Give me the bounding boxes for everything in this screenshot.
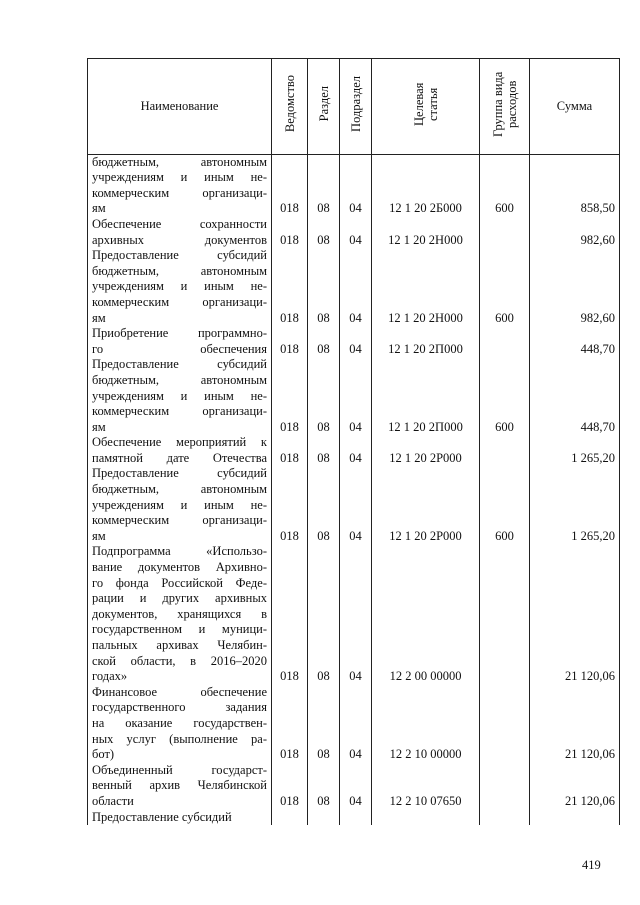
gruppa-cell [480,810,530,826]
vedomstvo-cell: 018 [272,544,308,684]
header-gruppa: Группа вида расходов [480,59,530,155]
statya-cell [372,810,480,826]
name-cell: Обеспечение мероприятий к памятной дате Отечества [88,435,272,466]
table-row [88,544,620,684]
vedomstvo-cell [272,810,308,826]
name-cell: бюджетным, автономным учреждениям и иным не- коммерческим организаци- ям [88,154,272,217]
vedomstvo-cell: 018 [272,154,308,217]
name-cell: Финансовое обеспечение государственного задания на оказание государствен- ных услуг (выполнение ра- бот) [88,685,272,763]
razdel-cell: 08 [308,685,340,763]
table-header-row [88,59,620,155]
razdel-cell: 08 [308,326,340,357]
name-cell: Обеспечение сохранности архивных документов [88,217,272,248]
podrazdel-cell: 04 [340,217,372,248]
razdel-cell: 08 [308,154,340,217]
gruppa-cell: 600 [480,466,530,544]
vedomstvo-cell: 018 [272,435,308,466]
statya-cell: 12 1 20 2П000 [372,357,480,435]
name-cell: Объединенный государст- венный архив Челябинской области [88,763,272,810]
summa-cell: 1 265,20 [530,435,620,466]
vedomstvo-cell: 018 [272,217,308,248]
gruppa-cell [480,326,530,357]
vedomstvo-cell: 018 [272,763,308,810]
name-cell: Предоставление субсидий бюджетным, автономным учреждениям и иным не- коммерческим организаци- ям [88,248,272,326]
gruppa-cell [480,217,530,248]
statya-cell: 12 2 10 00000 [372,685,480,763]
summa-cell: 982,60 [530,217,620,248]
vedomstvo-cell: 018 [272,357,308,435]
gruppa-cell: 600 [480,154,530,217]
gruppa-cell [480,435,530,466]
razdel-cell: 08 [308,763,340,810]
page-number: 419 [582,858,601,872]
razdel-cell: 08 [308,248,340,326]
summa-cell: 21 120,06 [530,763,620,810]
podrazdel-cell: 04 [340,685,372,763]
summa-cell: 448,70 [530,326,620,357]
table-row [88,685,620,763]
name-cell: Приобретение программно- го обеспечения [88,326,272,357]
budget-table [87,58,620,825]
header-statya: Целевая статья [372,59,480,155]
name-cell: Предоставление субсидий [88,810,272,826]
statya-cell: 12 1 20 2Р000 [372,466,480,544]
table-row [88,154,620,217]
gruppa-cell [480,544,530,684]
statya-cell: 12 2 00 00000 [372,544,480,684]
razdel-cell: 08 [308,217,340,248]
table-row [88,357,620,435]
summa-cell: 982,60 [530,248,620,326]
vedomstvo-cell: 018 [272,685,308,763]
table-row [88,466,620,544]
summa-cell [530,810,620,826]
statya-cell: 12 1 20 2Н000 [372,248,480,326]
statya-cell: 12 1 20 2П000 [372,326,480,357]
table-row [88,763,620,810]
statya-cell: 12 1 20 2Б000 [372,154,480,217]
vedomstvo-cell: 018 [272,466,308,544]
table-row [88,326,620,357]
statya-cell: 12 1 20 2Р000 [372,435,480,466]
summa-cell: 21 120,06 [530,685,620,763]
razdel-cell: 08 [308,435,340,466]
podrazdel-cell: 04 [340,435,372,466]
header-podrazdel: Подраздел [340,59,372,155]
header-name: Наименование [88,59,272,155]
gruppa-cell [480,685,530,763]
summa-cell: 448,70 [530,357,620,435]
podrazdel-cell: 04 [340,357,372,435]
gruppa-cell [480,763,530,810]
statya-cell: 12 2 10 07650 [372,763,480,810]
table-body [88,154,620,825]
podrazdel-cell: 04 [340,326,372,357]
name-cell: Предоставление субсидий бюджетным, автономным учреждениям и иным не- коммерческим организаци- ям [88,466,272,544]
summa-cell: 21 120,06 [530,544,620,684]
podrazdel-cell [340,810,372,826]
statya-cell: 12 1 20 2Н000 [372,217,480,248]
table-row [88,435,620,466]
gruppa-cell: 600 [480,357,530,435]
podrazdel-cell: 04 [340,248,372,326]
name-cell: Предоставление субсидий бюджетным, автономным учреждениям и иным не- коммерческим организаци- ям [88,357,272,435]
table-row [88,248,620,326]
table-row [88,217,620,248]
razdel-cell: 08 [308,466,340,544]
razdel-cell: 08 [308,544,340,684]
vedomstvo-cell: 018 [272,326,308,357]
header-vedomstvo: Ведомство [272,59,308,155]
header-razdel: Раздел [308,59,340,155]
razdel-cell: 08 [308,357,340,435]
gruppa-cell: 600 [480,248,530,326]
vedomstvo-cell: 018 [272,248,308,326]
podrazdel-cell: 04 [340,544,372,684]
podrazdel-cell: 04 [340,154,372,217]
header-summa: Сумма [530,59,620,155]
summa-cell: 1 265,20 [530,466,620,544]
podrazdel-cell: 04 [340,466,372,544]
podrazdel-cell: 04 [340,763,372,810]
summa-cell: 858,50 [530,154,620,217]
name-cell: Подпрограмма «Использо- вание документов Архивно- го фонда Российской Феде- рации и других архивных документов, хранящихся в государственном и муници- пальных архивах Челябин- ской области, в 2016–2020 годах» [88,544,272,684]
razdel-cell [308,810,340,826]
table-row [88,810,620,826]
